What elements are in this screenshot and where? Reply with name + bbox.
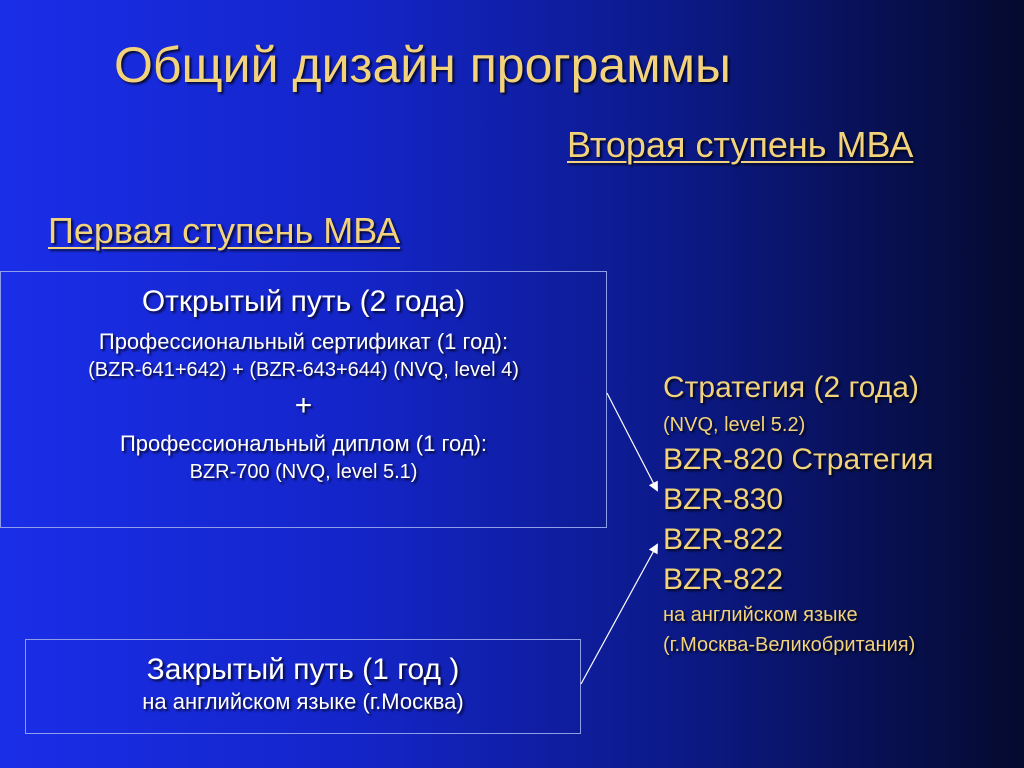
strategy-heading: Стратегия (2 года)	[663, 371, 919, 404]
plus-sign: +	[294, 389, 313, 422]
stage-one-link[interactable]: Первая ступень МВА	[48, 210, 401, 251]
strategy-location: (г.Москва-Великобритания)	[663, 634, 916, 656]
closed-path-box	[25, 639, 581, 734]
strategy-level: (NVQ, level 5.2)	[663, 414, 806, 436]
open-path-box	[0, 271, 607, 528]
certificate-label: Профессиональный сертификат (1 год):	[98, 329, 509, 354]
closed-path-subtitle: на английском языке (г.Москва)	[142, 689, 464, 714]
strategy-language: на английском языке	[663, 604, 858, 626]
open-path-heading: Открытый путь (2 года)	[141, 285, 466, 318]
certificate-codes: (BZR-641+642) + (BZR-643+644) (NVQ, level 4)	[88, 359, 519, 381]
closed-to-strategy-arrow	[581, 545, 657, 684]
diploma-codes: BZR-700 (NVQ, level 5.1)	[189, 461, 418, 483]
slide-title: Общий дизайн программы	[114, 37, 731, 93]
course-item: BZR-822	[663, 523, 784, 556]
strategy-column	[663, 368, 934, 660]
stage-two-link[interactable]: Вторая ступень МВА	[567, 124, 914, 165]
course-item: BZR-830	[663, 483, 784, 516]
open-to-strategy-arrow	[607, 393, 657, 490]
course-item: BZR-822	[663, 563, 784, 596]
diploma-label: Профессиональный диплом (1 год):	[119, 431, 488, 456]
closed-path-heading: Закрытый путь (1 год )	[146, 653, 460, 686]
course-item: BZR-820 Стратегия	[663, 443, 934, 476]
